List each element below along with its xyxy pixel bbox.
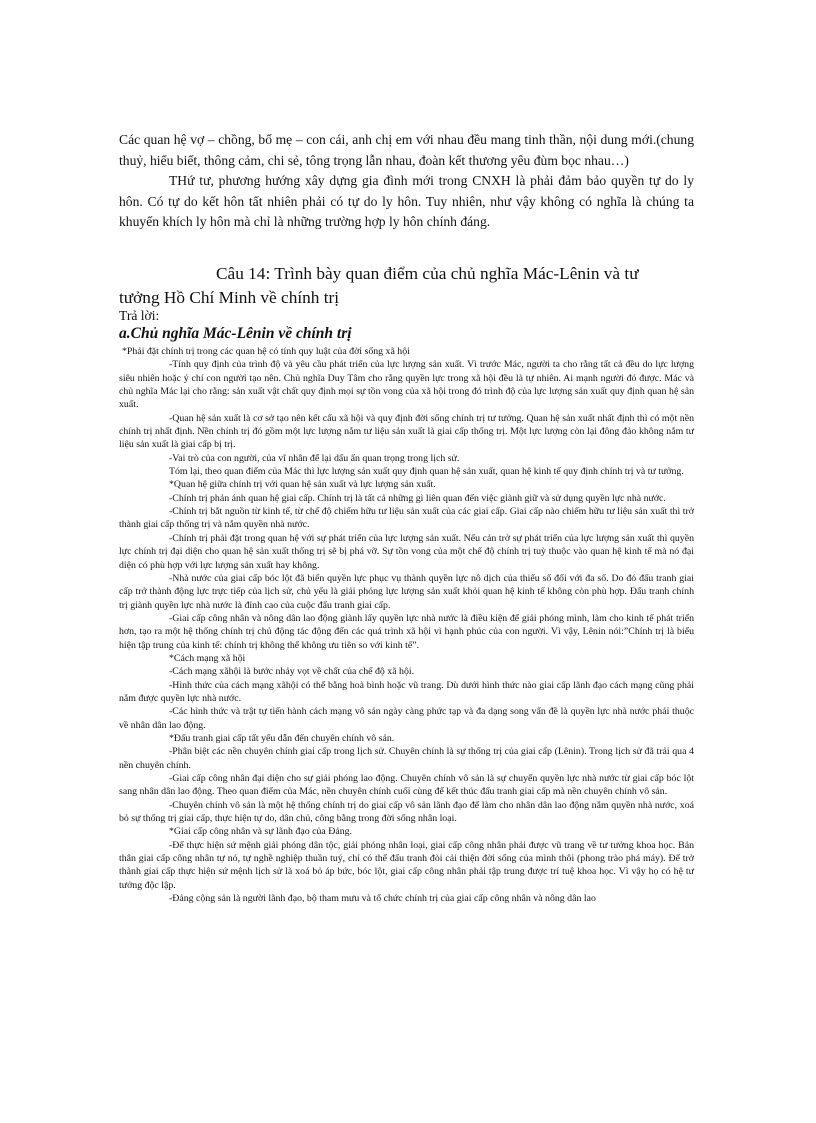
body-paragraph: *Cách mạng xã hội [169, 652, 246, 664]
heading-line-1: Câu 14: Trình bày quan điểm của chủ nghĩa Mác-Lênin và tư [216, 264, 639, 283]
body-paragraph: -Quan hệ sản xuất là cơ sở tạo nên kết cấu xã hội và quy định đời sống chính trị tư tưởng. Quan hệ sản xuất nhất định thì có một nền chính trị nhất định. Nền chính trị đó gồm một lực lượng nắm tư liệu sản xuất là giai cấp thống trị. Một lực lượng còn lại đông đảo không nắm tư liệu sản xuất là giai cấp bị trị. [119, 412, 694, 451]
body-paragraph: -Vai trò của con người, của vĩ nhân để lại dấu ấn quan trọng trong lịch sử. [169, 452, 460, 464]
heading-line-2: tưởng Hồ Chí Minh về chính trị [119, 288, 340, 307]
body-paragraph: -Nhà nước của giai cấp bóc lột đã biến quyền lực phục vụ thành quyền lực nô dịch của thiểu số đối với đa số. Do đó đấu tranh giai cấp trở thành động lực trực tiếp của lịch sử, chủ yếu là giải phóng lực lượng sản xuất khỏi quan hệ kinh tế không còn phù hợp. Đấu tranh chính trị giành quyền lực nhà nước là đỉnh cao của cuộc đấu tranh giai cấp. [119, 572, 694, 611]
body-paragraph: -Chính trị phải đặt trong quan hệ với sự phát triển của lực lượng sản xuất. Nếu cản trở sự phát triển của lực lượng sản xuất thì quyền lực chính trị đại diện cho quan hệ sản xuất thống trị sẽ bị phá vỡ. Sự tồn vong của một chế độ chính trị tuỳ thuộc vào quan hệ kinh tế mà nó đại diện có phù hợp với lực lượng sản xuất hay không. [119, 532, 694, 571]
body-paragraph: -Giai cấp công nhân đại diện cho sự giải phóng lao động. Chuyên chính vô sản là sự chuyển quyền lực nhà nước từ giai cấp bóc lột sang nhân dân lao động. Theo quan điểm của Mác, nền chuyên chính cuối cùng để kết thúc đấu tranh giai cấp mà nền chuyên chính vô sản. [119, 773, 694, 798]
body-paragraph: -Phân biệt các nền chuyên chính giai cấp trong lịch sử. Chuyên chính là sự thống trị của giai cấp (Lênin). Trong lịch sử đã trải qua 4 nền chuyên chính. [119, 746, 694, 771]
section-a-heading: a.Chủ nghĩa Mác-Lênin về chính trị [119, 325, 352, 342]
answer-label: Trả lời: [119, 308, 160, 323]
body-paragraph: -Chính trị bắt nguồn từ kinh tế, từ chế độ chiếm hữu tư liệu sản xuất của các giai cấp. Giai cấp nào chiếm hữu tư liệu sản xuất thì trở thành giai cấp thống trị và nắm quyền nhà nước. [119, 506, 694, 531]
intro-paragraph: Các quan hệ vợ – chồng, bố mẹ – con cái, anh chị em với nhau đều mang tinh thần, nội dung mới.(chung thuỷ, hiểu biết, thông cảm, chi sẻ, tông trọng lẫn nhau, đoàn kết thương yêu đùm bọc nhau…) [119, 132, 694, 168]
body-paragraph: -Cách mạng xãhội là bước nhảy vọt về chất của chế độ xã hội. [169, 666, 415, 678]
intro-paragraph: THứ tư, phương hướng xây dựng gia đình mới trong CNXH là phải đảm bảo quyền tự do ly hôn. Có tự do kết hôn tất nhiên phải có tự do ly hôn. Tuy nhiên, như vậy không có nghĩa là chúng ta khuyến khích ly hôn mà chỉ là những trường hợp ly hôn chính đáng. [119, 173, 694, 229]
body-paragraph: *Giai cấp công nhân và sự lãnh đạo của Đảng. [169, 826, 353, 838]
body-paragraph: -Chuyên chính vô sản là một hệ thống chính trị do giai cấp vô sản lãnh đạo để làm cho nhân dân lao động nắm quyền nhà nước, xoá bỏ sự thống trị giai cấp, thực hiện tự do, dân chủ, công bằng trong đời sống nhân loại. [119, 799, 694, 825]
question-heading [119, 262, 694, 310]
body-paragraph: -Tính quy định của trình độ và yêu cầu phát triển của lực lượng sản xuất. Vì trước Mác, người ta cho rằng tất cả đều do lực lượng siêu nhiên hoặc ý chí con người tạo nên. Chủ nghĩa Duy Tâm cho rằng quyền lực trong xã hội đều là tự nhiên. Ai mạnh người đó được. Mác và chủ nghĩa Mác lại cho rằng: sản xuất vật chất quy định mọi sự tồn vong của xã hội trong đó trình độ của lực lượng sản xuất quy định quan hệ sản xuất. [119, 359, 694, 411]
body-paragraph: *Đấu tranh giai cấp tất yếu dẫn đến chuyên chính vô sản. [169, 732, 395, 744]
body-paragraph: -Hình thức của cách mạng xãhội có thể bằng hoà bình hoặc vũ trang. Dù dưới hình thức nào giai cấp lãnh đạo cách mạng cũng phải nắm được quyền lực nhà nước. [119, 679, 694, 704]
body-paragraph: -Để thực hiện sứ mệnh giải phóng dân tộc, giải phóng nhân loại, giai cấp công nhân phải được vũ trang về tư tưởng khoa học. Bản thân giai cấp công nhân tự nó, tự nghề nghiệp thuần tuý, chỉ có thể đấu tranh đòi cải thiện đời sống của mình thôi (phong trào phá máy). Để trở thành giai cấp thực hiện sứ mệnh lịch sử là xoá bỏ áp bức, bóc lột, giai cấp công nhân phải tập trung được trí tuệ khoa học. Vì vậy họ có hệ tư tưởng độc lập. [119, 839, 694, 891]
body-paragraph: -Các hình thức và trật tự tiến hành cách mạng vô sản ngày càng phức tạp và đa dạng song vấn đề là quyền lực nhà nước phải thuộc về nhân dân lao động. [119, 706, 694, 731]
body-paragraph: -Đảng cộng sản là người lãnh đạo, bộ tham mưu và tổ chức chính trị của giai cấp công nhân và nông dân lao [169, 893, 596, 905]
intro-text [119, 130, 694, 233]
body-paragraph: *Phải đặt chính trị trong các quan hệ có tính quy luật của đời sống xã hội [122, 346, 410, 357]
body-paragraph: -Giai cấp công nhân và nông dân lao động giành lấy quyền lực nhà nước là điều kiện để giải phóng mình, làm cho kinh tế phát triển hơn, tạo ra một hệ thống chính trị chủ động tác động đến các quá trình xã hội vì hạnh phúc của con người. Vì vậy, Lênin nói:”Chính trị là biểu hiện tập trung của kinh tế: chính trị không thể không ưu tiên so với kinh tế”. [119, 612, 694, 651]
body-text [119, 345, 694, 905]
body-paragraph: Tóm lại, theo quan điểm của Mác thì lực lượng sản xuất quy định quan hệ sản xuất, quan hệ kinh tế quy định chính trị và tư tưởng. [169, 466, 684, 478]
body-paragraph: *Quan hệ giữa chính trị với quan hệ sản xuất và lực lượng sản xuất. [169, 479, 436, 491]
body-paragraph: -Chính trị phản ánh quan hệ giai cấp. Chính trị là tất cả những gì liên quan đến việc giành giữ và sử dụng quyền lực nhà nước. [169, 492, 666, 504]
